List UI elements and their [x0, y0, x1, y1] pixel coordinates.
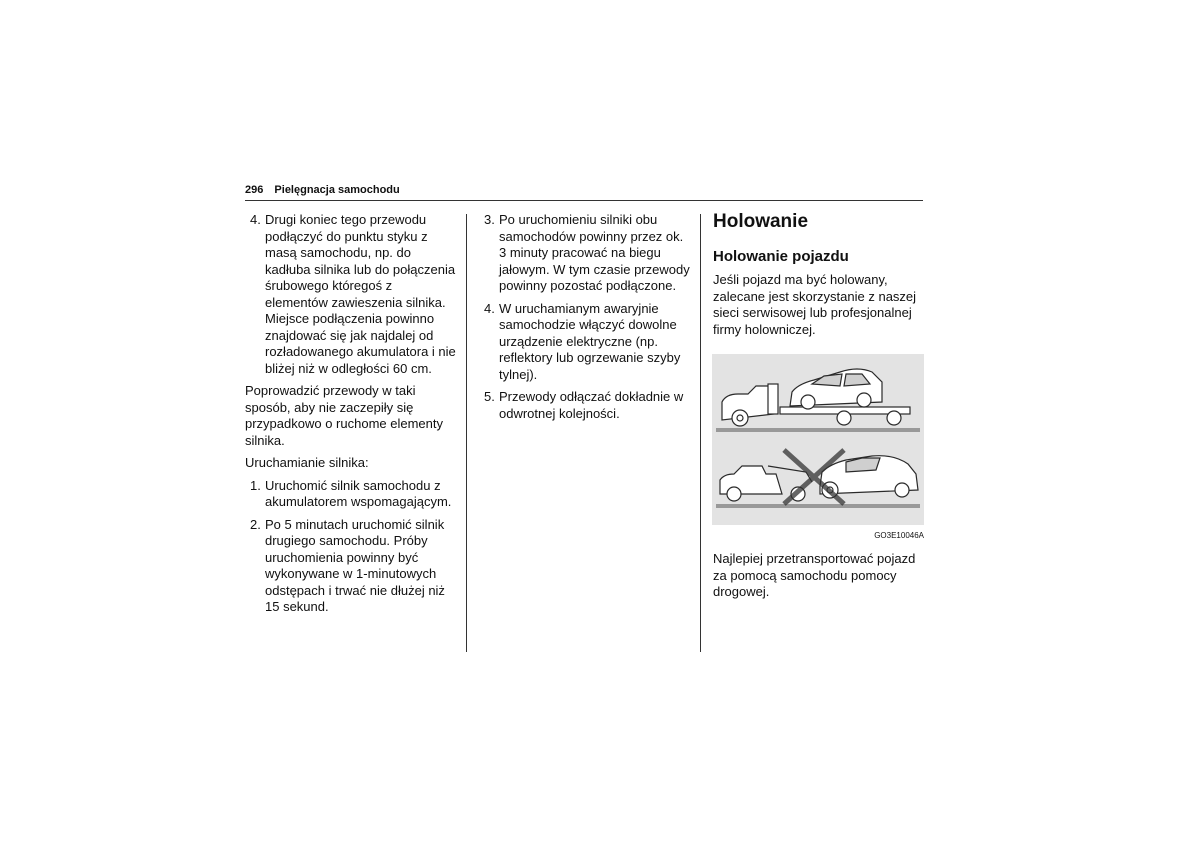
list-item: [245, 478, 457, 511]
list-item: [479, 212, 691, 295]
column-2: [479, 212, 691, 428]
figure-code: GO3E10046A: [874, 531, 924, 540]
page-header: [245, 184, 400, 196]
list-text: Uruchomić silnik samochodu z akumulatorem wspomagającym.: [265, 477, 452, 509]
list-number: 1.: [250, 477, 261, 493]
paragraph: Uruchamianie silnika:: [245, 455, 369, 470]
list-item: [245, 212, 457, 377]
list-item: [479, 301, 691, 384]
list-number: 4.: [484, 300, 495, 316]
intro-paragraph: Jeśli pojazd ma być holowany, zalecane jest skorzystanie z naszej sieci serwisowej lub profesjonalnej firmy holowniczej.: [713, 272, 917, 337]
list-text: Przewody odłączać dokładnie w odwrotnej kolejności.: [499, 389, 684, 421]
paragraph: Poprowadzić przewody w taki sposób, aby nie zaczepiły się przypadkowo o ruchome elementy silnika.: [245, 383, 443, 448]
section-heading: Holowanie: [713, 211, 809, 232]
column-divider-1: [466, 214, 467, 652]
column-1: [245, 212, 457, 622]
flatbed-truck-illustration: [716, 369, 920, 432]
list-item: [479, 389, 691, 422]
list-number: 4.: [250, 212, 261, 227]
column-divider-2: [700, 214, 701, 652]
towing-illustration: [712, 354, 924, 525]
list-text: Po uruchomieniu silniki obu samochodów powinny przez ok. 3 minuty pracować na biegu jałowym. W tym czasie przewody powinny pozostać podłączone.: [499, 212, 690, 293]
section-title: Pielęgnacja samochodu: [274, 184, 400, 196]
list-text: Drugi koniec tego przewodu podłączyć do punktu styku z masą samochodu, np. do kadłuba silnika lub do połączenia śrubowego któregoś z elementów zawieszenia silnika. Miejsce podłączenia powinno znajdować się jak najdalej od rozładowanego akumulatora i nie bliżej niż w odległości 60 cm.: [265, 212, 456, 376]
page-number: 296: [245, 184, 264, 196]
subsection-heading: Holowanie pojazdu: [713, 248, 849, 265]
list-text: W uruchamianym awaryjnie samochodzie włączyć dowolne urządzenie elektryczne (np. reflektory lub ogrzewanie szyby tylnej).: [499, 300, 681, 382]
list-number: 3.: [484, 212, 495, 227]
header-divider: [245, 200, 923, 201]
list-number: 5.: [484, 389, 495, 404]
list-text: Po 5 minutach uruchomić silnik drugiego samochodu. Próby uruchomienia powinny być wykonywane w 1-minutowych odstępach i trwać nie dłużej niż 15 sekund.: [265, 516, 445, 614]
list-number: 2.: [250, 516, 261, 532]
list-item: [245, 517, 457, 616]
outro-paragraph: Najlepiej przetransportować pojazd za pomocą samochodu pomocy drogowej.: [713, 551, 916, 599]
